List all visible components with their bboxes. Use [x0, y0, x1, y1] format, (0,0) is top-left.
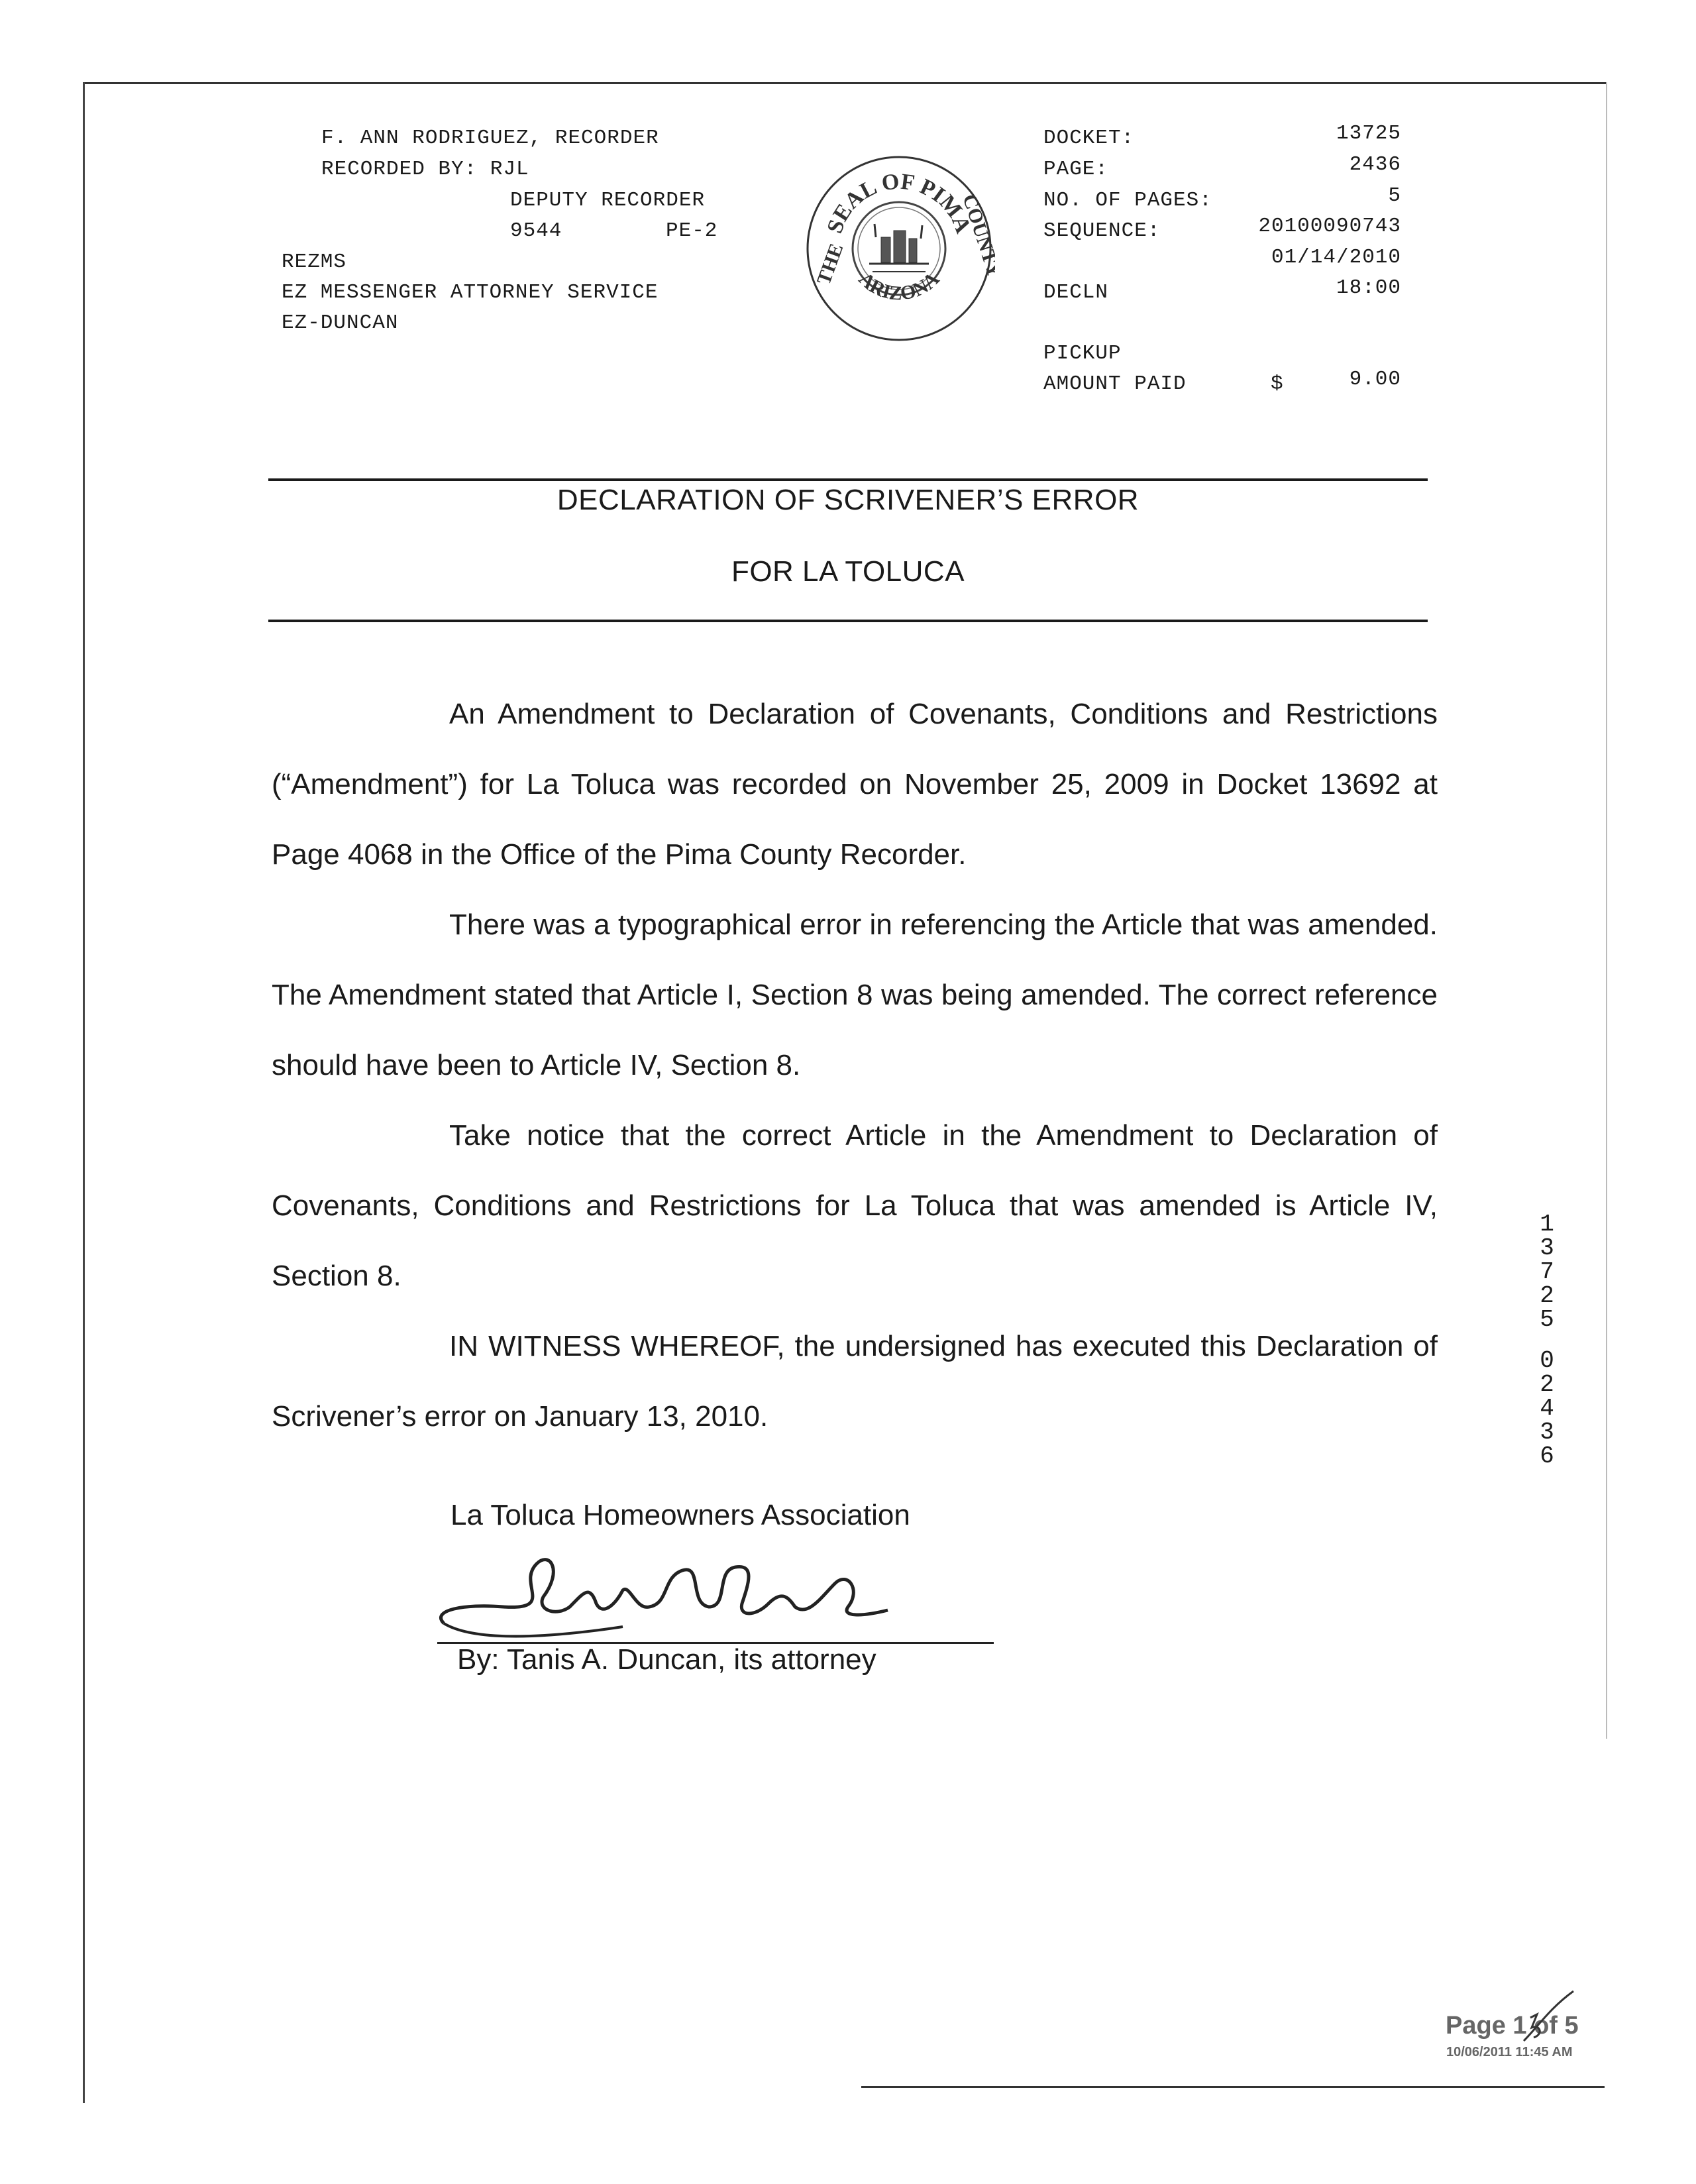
scan-border-right	[1606, 82, 1607, 1739]
amount-value: 9.00	[1349, 368, 1401, 391]
stamp-digit: 6	[1540, 1443, 1554, 1470]
association-name: La Toluca Homeowners Association	[450, 1499, 910, 1531]
scan-border-left	[83, 82, 85, 2103]
page-label: PAGE:	[1043, 158, 1109, 181]
recorder-name: F. ANN RODRIGUEZ, RECORDER	[321, 127, 659, 150]
pages-value: 5	[1388, 184, 1401, 207]
stamp-digit: 5	[1540, 1306, 1554, 1333]
seal-emblem	[869, 224, 929, 272]
title-rule-top	[268, 478, 1428, 481]
sequence-label: SEQUENCE:	[1043, 219, 1161, 243]
print-timestamp: 10/06/2011 11:45 AM	[1446, 2045, 1573, 2059]
document-title: DECLARATION OF SCRIVENER’S ERROR	[556, 484, 1140, 516]
currency-symbol: $	[1271, 372, 1284, 396]
stamp-digit: 1	[1540, 1211, 1554, 1238]
docket-value: 13725	[1336, 122, 1401, 145]
messenger-service: EZ MESSENGER ATTORNEY SERVICE	[282, 281, 659, 304]
document-type: DECLN	[1043, 281, 1109, 304]
scan-border-top	[83, 82, 1607, 84]
amount-label: AMOUNT PAID	[1043, 372, 1187, 396]
stamp-digit: 3	[1540, 1419, 1554, 1446]
seal-left-text: THE	[812, 241, 848, 288]
pages-label: NO. OF PAGES:	[1043, 189, 1212, 212]
handwritten-signature	[424, 1544, 928, 1657]
page-number: Page 1 of 5	[1446, 2012, 1579, 2040]
stamp-digit: 0	[1540, 1347, 1554, 1374]
seal-right-text: COUNTY	[958, 191, 995, 281]
signer-name: By: Tanis A. Duncan, its attorney	[457, 1643, 876, 1676]
recorder-code-2: PE-2	[666, 219, 718, 243]
stamp-digit: 3	[1540, 1234, 1554, 1262]
docket-label: DOCKET:	[1043, 127, 1135, 150]
recording-time: 18:00	[1336, 276, 1401, 300]
scan-border-bottom	[861, 2086, 1605, 2088]
paragraph-recording: An Amendment to Declaration of Covenants, Conditions and Restrictions (“Amendment”) for La Toluca was recorded on November 25, 2009 in Docket 13692 at Page 4068 in the Office of the Pima County Recorder.	[272, 698, 1438, 871]
stamp-digit: 2	[1540, 1282, 1554, 1309]
recording-date: 01/14/2010	[1271, 246, 1401, 269]
deputy-recorder: DEPUTY RECORDER	[510, 189, 706, 212]
document-body	[272, 679, 1438, 1452]
paragraph-notice: Take notice that the correct Article in the Amendment to Declaration of Covenants, Conditions and Restrictions for La Toluca that was amended is Article IV, Section 8.	[272, 1119, 1438, 1292]
paragraph-error: There was a typographical error in referencing the Article that was amended. The Amendment stated that Article I, Section 8 was being amended. The correct reference should have been to Article IV, Section 8.	[272, 908, 1438, 1081]
paragraph-witness: IN WITNESS WHEREOF, the undersigned has executed this Declaration of Scrivener’s error on January 13, 2010.	[272, 1330, 1438, 1433]
handwritten-page-mark	[1517, 1988, 1577, 2048]
title-rule-bottom	[268, 620, 1428, 622]
pickup-label: PICKUP	[1043, 342, 1122, 365]
seal-graphic	[803, 152, 995, 345]
client-code: EZ-DUNCAN	[282, 311, 399, 335]
stamp-digit: 7	[1540, 1258, 1554, 1285]
pima-county-seal	[803, 152, 995, 345]
page-value: 2436	[1349, 153, 1401, 176]
recorded-by: RECORDED BY: RJL	[321, 158, 529, 181]
recorder-code: 9544	[510, 219, 562, 243]
seal-top-text: SEAL OF PIMA	[822, 169, 976, 237]
svg-text:ARIZONA	[855, 268, 944, 305]
document-subtitle: FOR LA TOLUCA	[731, 555, 965, 588]
rezms-code: REZMS	[282, 250, 347, 274]
sequence-value: 20100090743	[1258, 215, 1401, 238]
stamp-digit: 4	[1540, 1395, 1554, 1422]
stamp-digit: 2	[1540, 1371, 1554, 1398]
seal-bottom-text: ARIZONA	[854, 268, 944, 305]
